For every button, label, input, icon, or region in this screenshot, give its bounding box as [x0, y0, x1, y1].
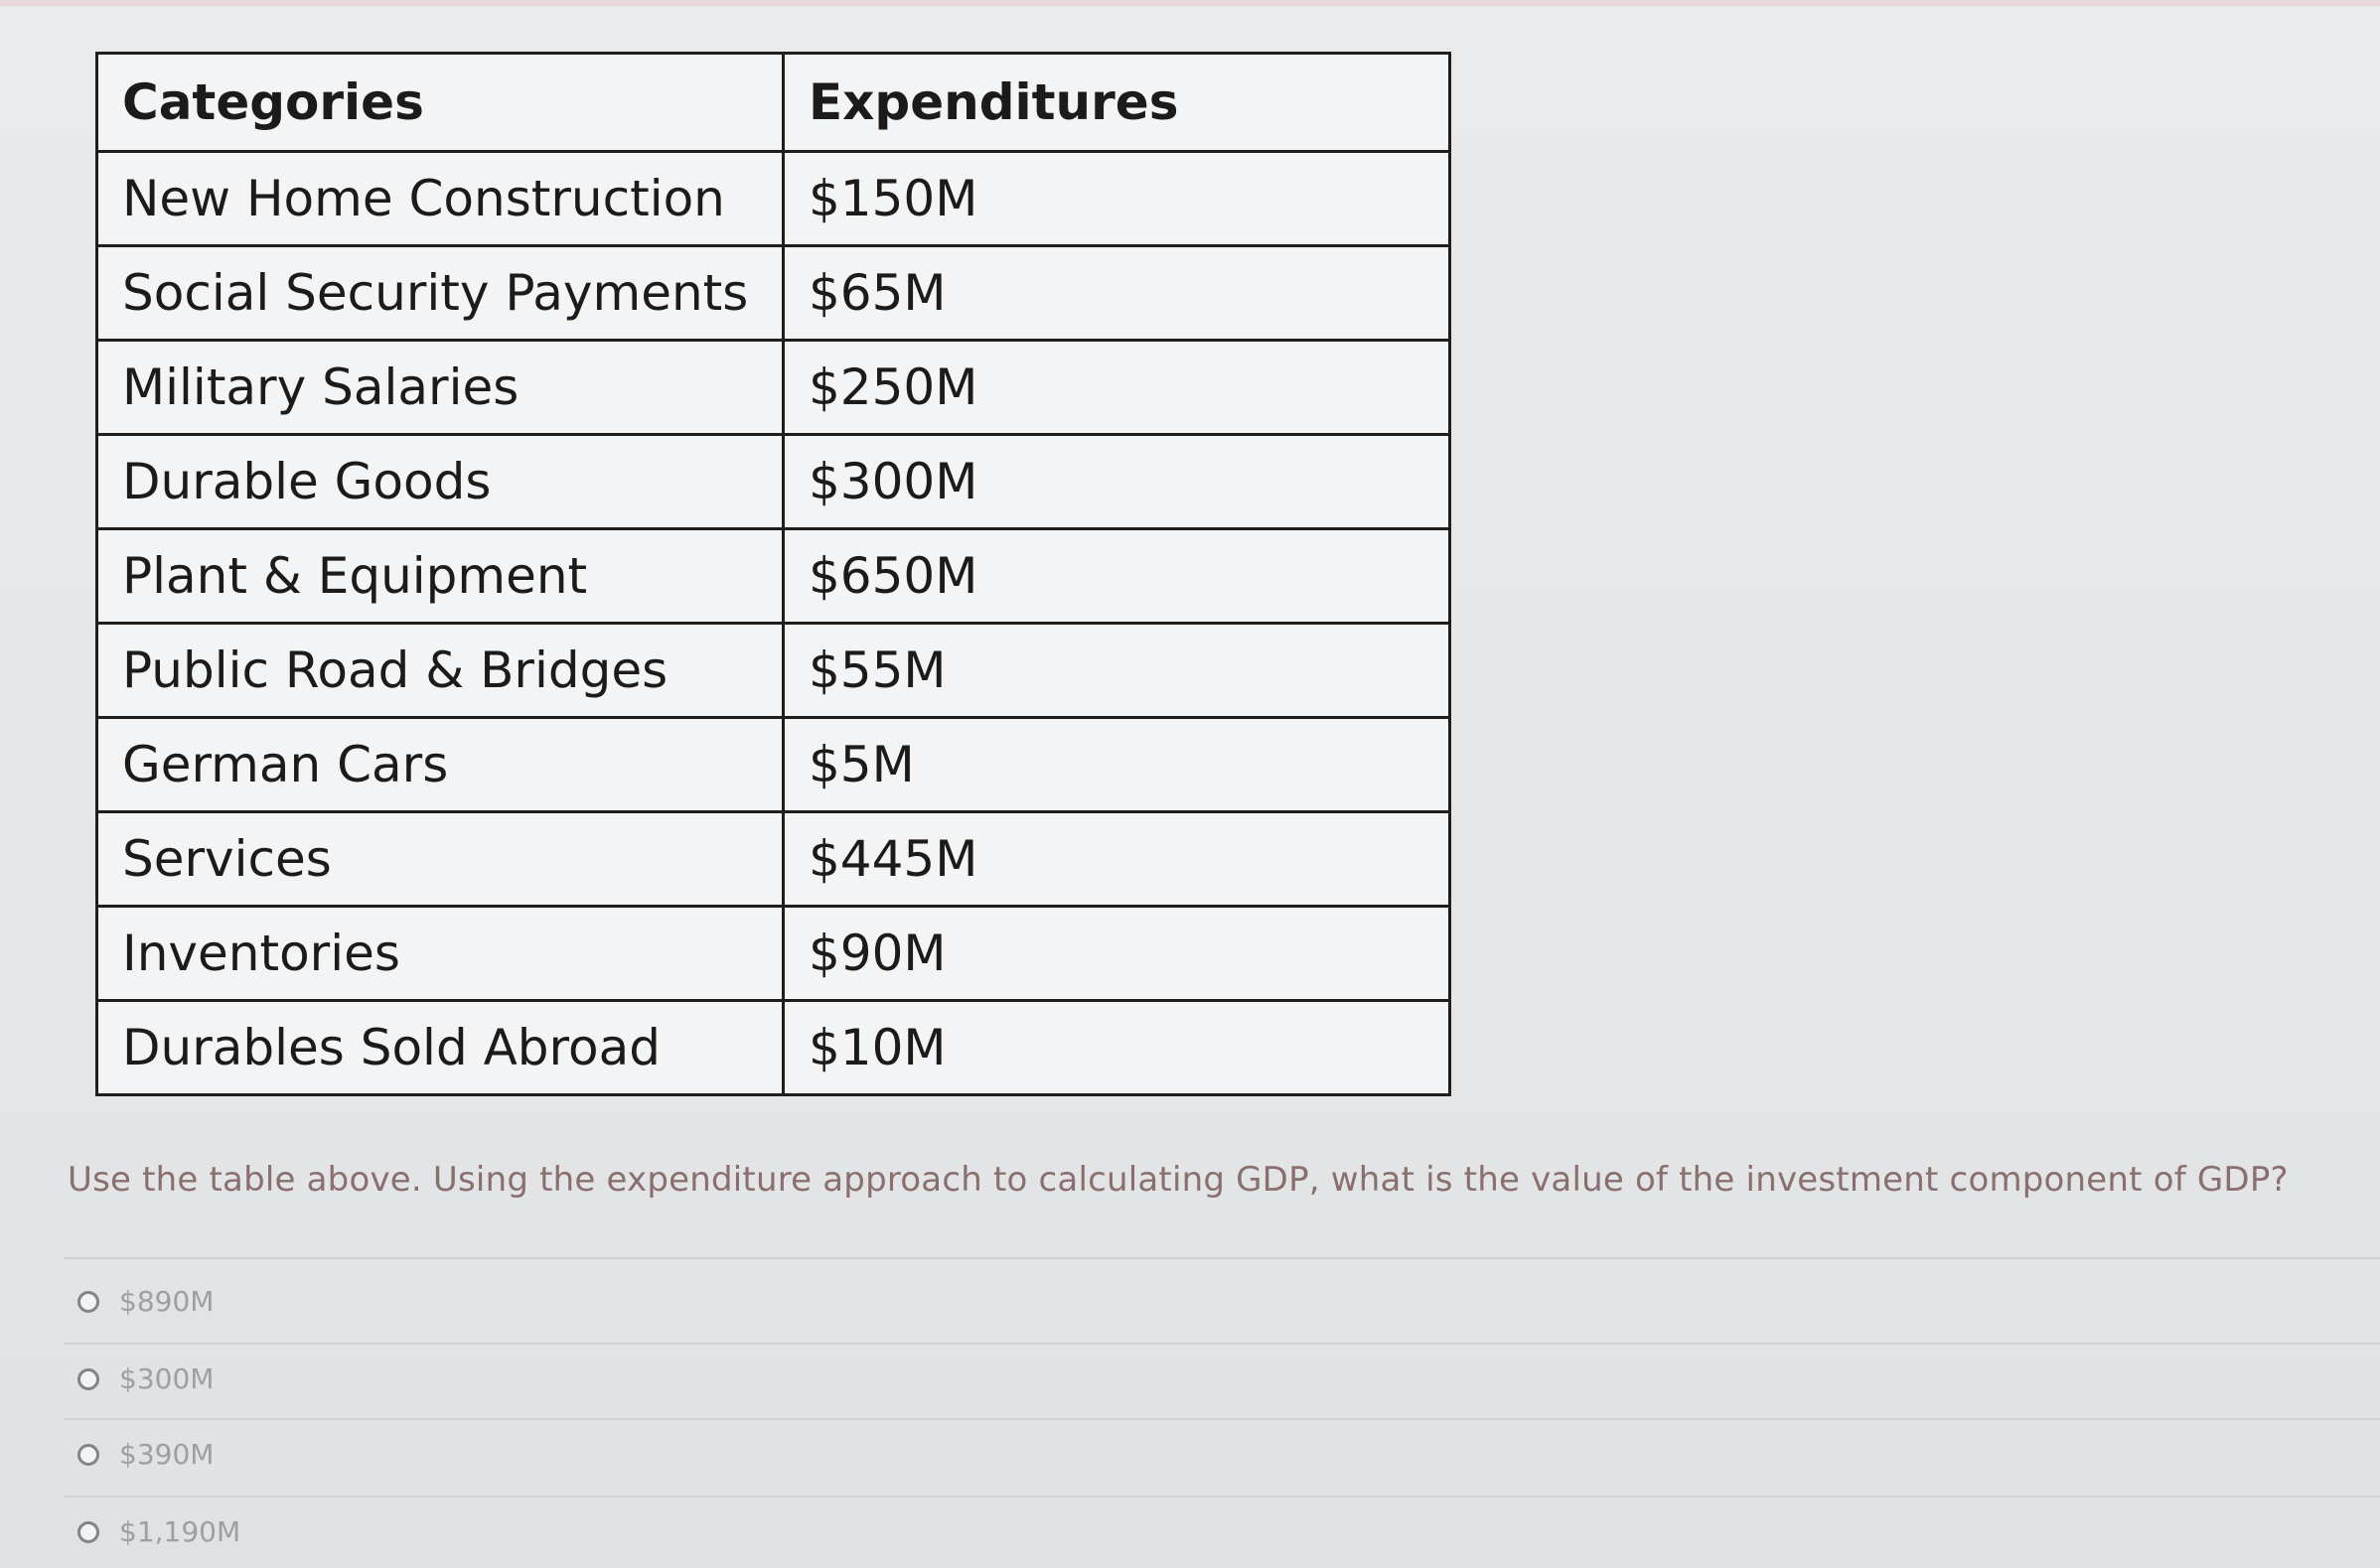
category-cell: Durable Goods [97, 435, 784, 529]
divider [64, 1418, 2380, 1420]
table-row [97, 1001, 1450, 1095]
table-row [97, 812, 1450, 907]
header-expenditures: Expenditures [784, 54, 1450, 152]
expenditure-cell: $150M [784, 152, 1450, 246]
table-row [97, 907, 1450, 1001]
answer-option-1[interactable] [77, 1285, 214, 1318]
radio-button[interactable] [77, 1521, 99, 1543]
table-row [97, 246, 1450, 341]
category-cell: German Cars [97, 718, 784, 812]
table-row [97, 529, 1450, 624]
expenditure-cell: $5M [784, 718, 1450, 812]
radio-button[interactable] [77, 1368, 99, 1390]
expenditure-cell: $650M [784, 529, 1450, 624]
expenditure-cell: $55M [784, 624, 1450, 718]
answer-label: $890M [119, 1285, 215, 1318]
answer-label: $390M [119, 1438, 215, 1471]
category-cell: New Home Construction [97, 152, 784, 246]
top-border [0, 0, 2380, 6]
expenditure-cell: $65M [784, 246, 1450, 341]
answer-label: $1,190M [119, 1515, 241, 1548]
question-text: Use the table above. Using the expenditure approach to calculating GDP, what is the value of the investment component of GDP? [68, 1160, 2289, 1200]
category-cell: Social Security Payments [97, 246, 784, 341]
radio-button[interactable] [77, 1291, 99, 1313]
table-row [97, 624, 1450, 718]
expenditure-cell: $445M [784, 812, 1450, 907]
category-cell: Durables Sold Abroad [97, 1001, 784, 1095]
category-cell: Services [97, 812, 784, 907]
answer-option-4[interactable] [77, 1515, 240, 1548]
expenditure-cell: $300M [784, 435, 1450, 529]
table-row [97, 341, 1450, 435]
table-row [97, 718, 1450, 812]
answer-label: $300M [119, 1362, 215, 1395]
table-header-row [97, 54, 1450, 152]
expenditure-cell: $250M [784, 341, 1450, 435]
category-cell: Plant & Equipment [97, 529, 784, 624]
radio-button[interactable] [77, 1444, 99, 1466]
expenditure-cell: $10M [784, 1001, 1450, 1095]
expenditures-table [95, 52, 1451, 1096]
table-row [97, 435, 1450, 529]
answer-option-2[interactable] [77, 1362, 214, 1395]
divider [64, 1343, 2380, 1345]
answer-option-3[interactable] [77, 1438, 214, 1471]
header-categories: Categories [97, 54, 784, 152]
divider [64, 1496, 2380, 1497]
divider [64, 1257, 2380, 1259]
table-row [97, 152, 1450, 246]
category-cell: Public Road & Bridges [97, 624, 784, 718]
category-cell: Inventories [97, 907, 784, 1001]
expenditure-cell: $90M [784, 907, 1450, 1001]
category-cell: Military Salaries [97, 341, 784, 435]
